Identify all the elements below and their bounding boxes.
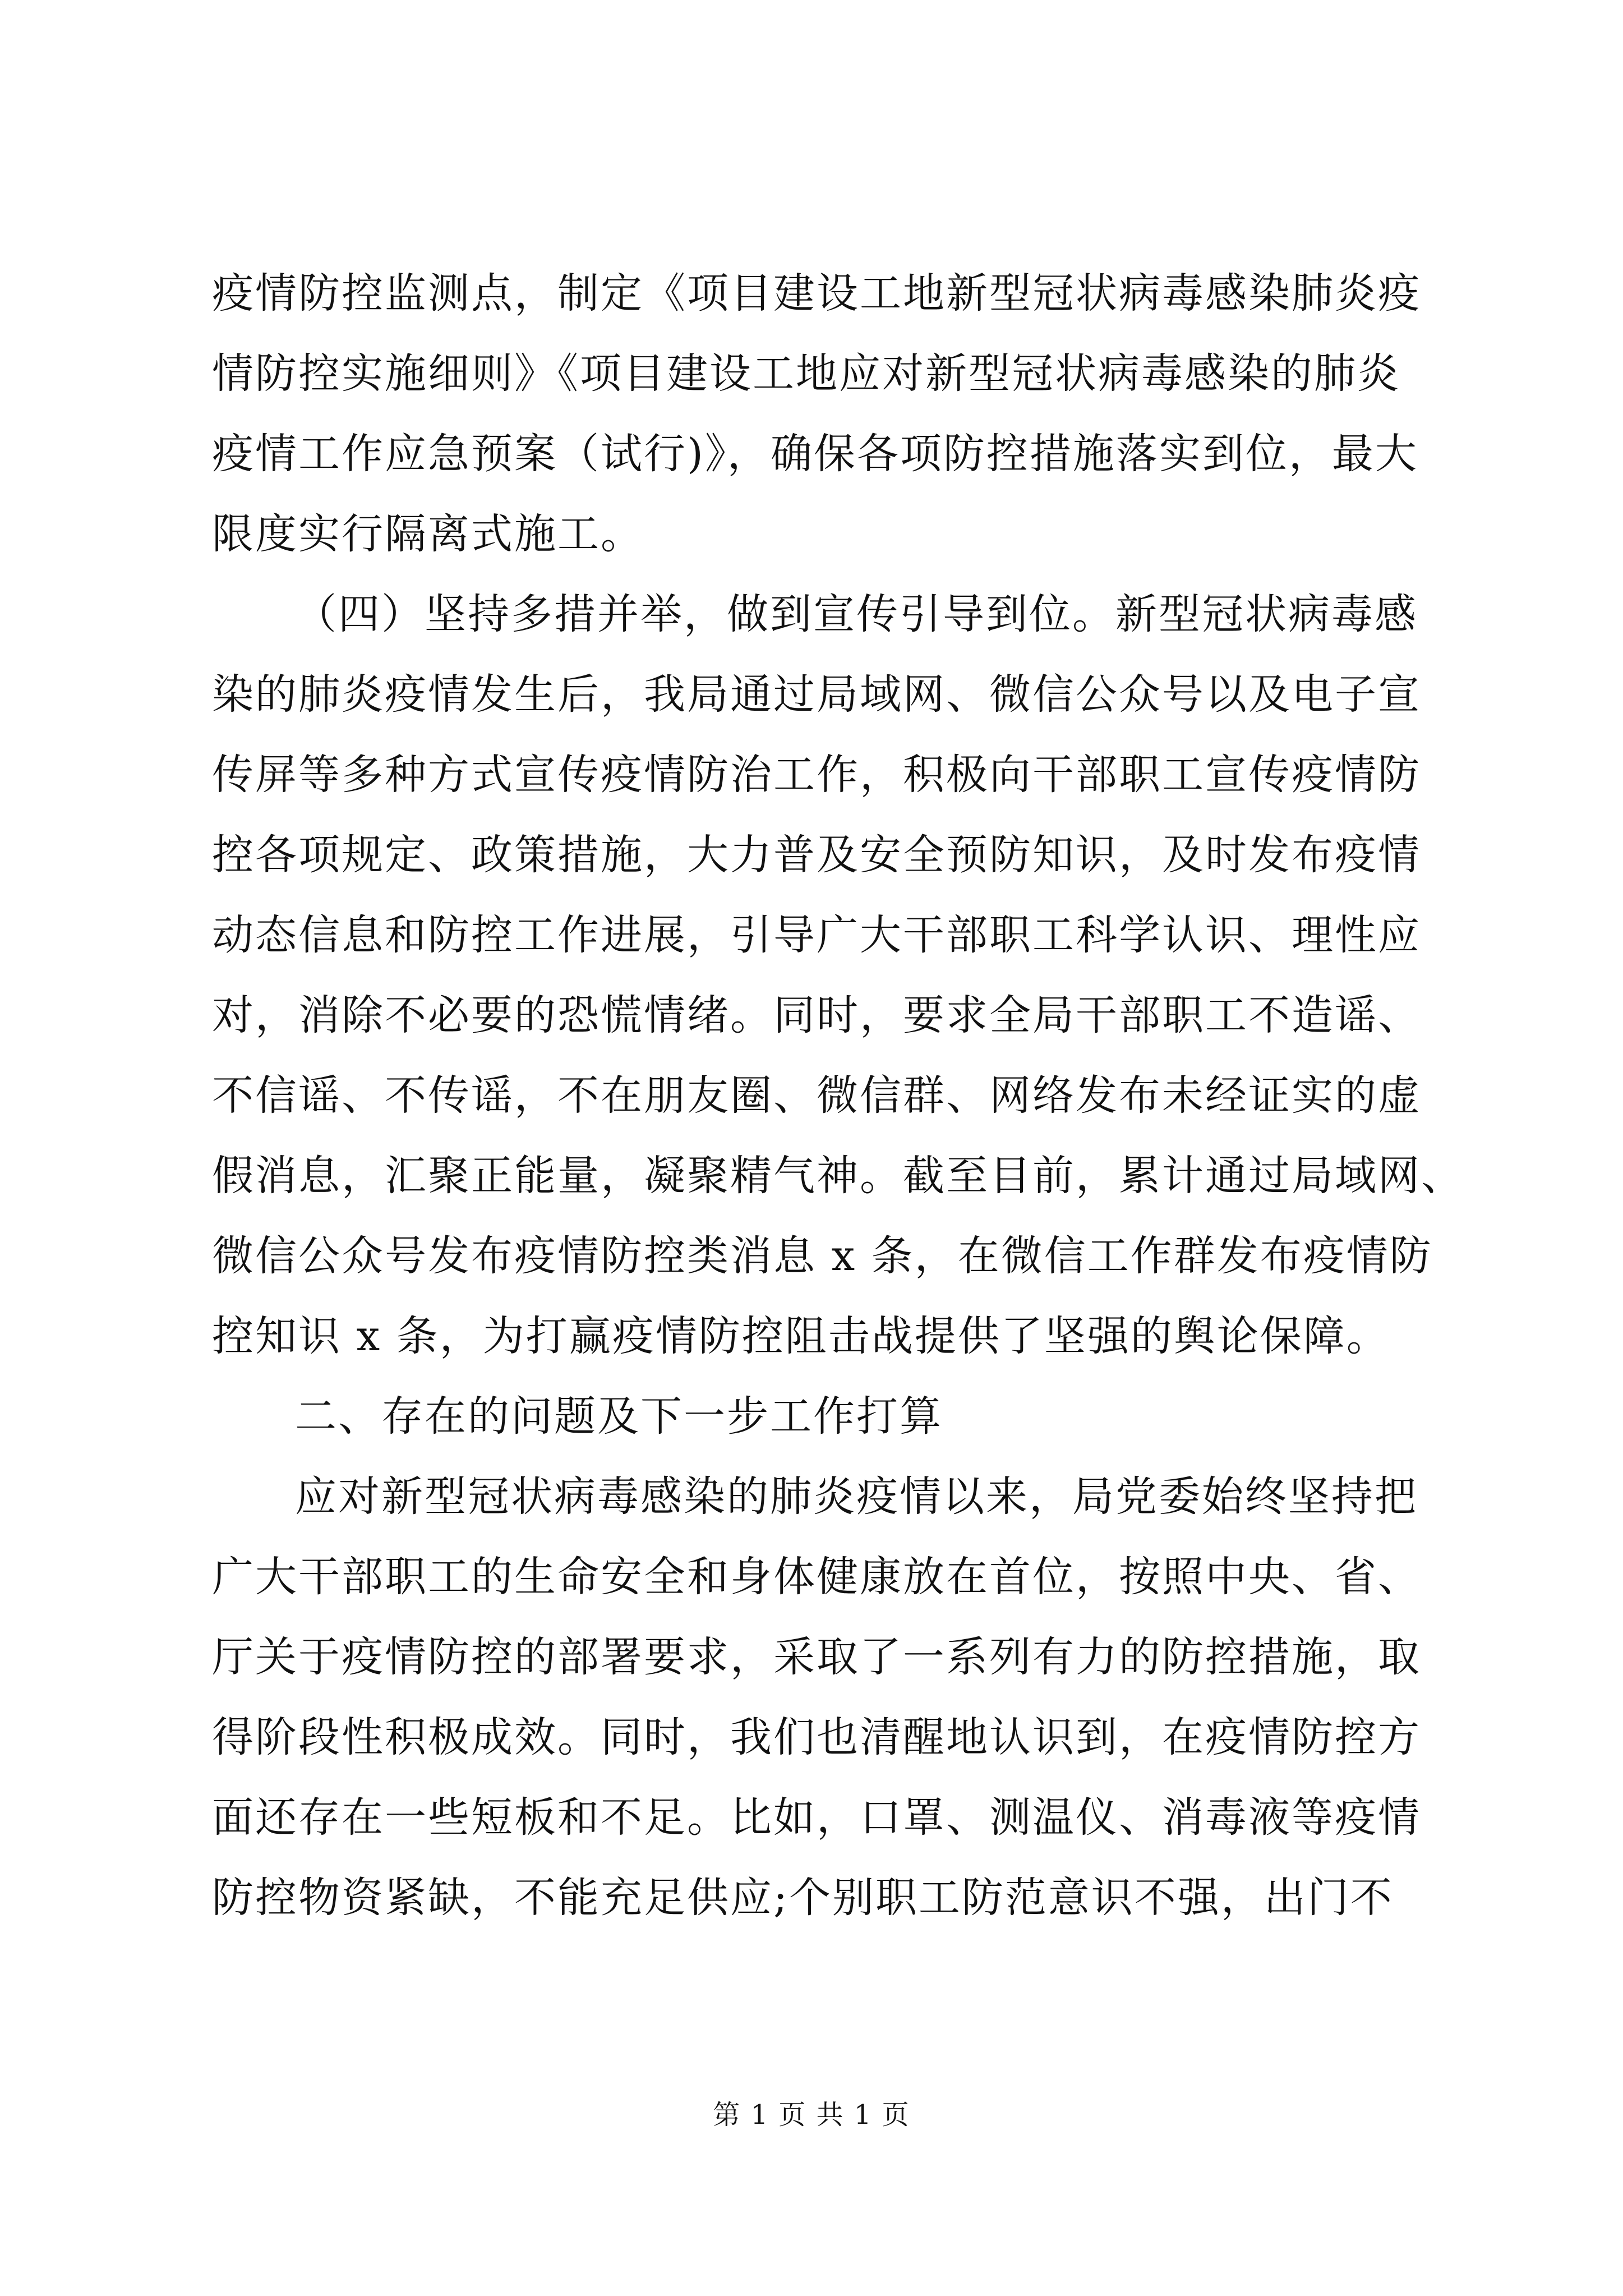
text-line: 染的肺炎疫情发生后，我局通过局域网、微信公众号以及电子宣 [212, 670, 1421, 719]
text-line: 面还存在一些短板和不足。比如，口罩、测温仪、消毒液等疫情 [212, 1793, 1421, 1842]
text-line: 得阶段性积极成效。同时，我们也清醒地认识到，在疫情防控方 [212, 1713, 1421, 1761]
text-line: 防控物资紧缺，不能充足供应;个别职工防范意识不强，出门不 [212, 1874, 1394, 1922]
text-line: 疫情工作应急预案（试行)》，确保各项防控措施落实到位，最大 [212, 430, 1418, 478]
text-line: 应对新型冠状病毒感染的肺炎疫情以来，局党委始终坚持把 [295, 1473, 1418, 1521]
text-line: （四）坚持多措并举，做到宣传引导到位。新型冠状病毒感 [295, 590, 1418, 638]
text-line: 假消息，汇聚正能量，凝聚精气神。截至目前，累计通过局域网、 [212, 1152, 1464, 1200]
text-line: 微信公众号发布疫情防控类消息 x 条，在微信工作群发布疫情防 [212, 1232, 1433, 1280]
text-line: 厅关于疫情防控的部署要求，采取了一系列有力的防控措施，取 [212, 1633, 1421, 1681]
text-line: 疫情防控监测点，制定《项目建设工地新型冠状病毒感染肺炎疫 [212, 269, 1421, 318]
document-body [212, 254, 1464, 1938]
text-line: 不信谣、不传谣，不在朋友圈、微信群、网络发布未经证实的虚 [212, 1071, 1421, 1120]
section-heading: 二、存在的问题及下一步工作打算 [295, 1392, 943, 1441]
text-line: 控各项规定、政策措施，大力普及安全预防知识，及时发布疫情 [212, 831, 1421, 879]
text-line: 传屏等多种方式宣传疫情防治工作，积极向干部职工宣传疫情防 [212, 751, 1421, 799]
text-line: 限度实行隔离式施工。 [212, 510, 644, 558]
page-footer: 第 1 页 共 1 页 [713, 2099, 910, 2131]
text-line: 情防控实施细则》《项目建设工地应对新型冠状病毒感染的肺炎 [212, 349, 1400, 398]
text-line: 对，消除不必要的恐慌情绪。同时，要求全局干部职工不造谣、 [212, 991, 1421, 1039]
text-line: 广大干部职工的生命安全和身体健康放在首位，按照中央、省、 [212, 1553, 1421, 1601]
text-line: 动态信息和防控工作进展，引导广大干部职工科学认识、理性应 [212, 911, 1421, 959]
text-line: 控知识 x 条，为打赢疫情防控阻击战提供了坚强的舆论保障。 [212, 1312, 1390, 1360]
